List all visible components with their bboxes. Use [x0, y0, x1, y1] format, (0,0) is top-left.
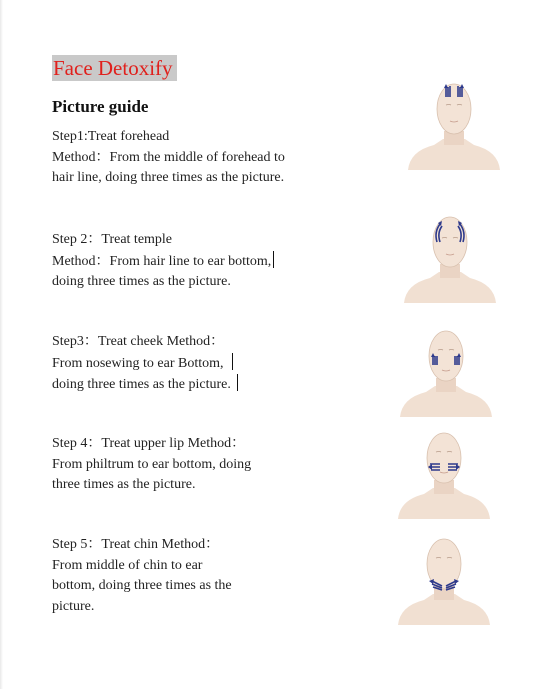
text-cursor	[237, 374, 238, 391]
face-cheek-icon	[400, 322, 492, 417]
step-4-method: From philtrum to ear bottom, doing	[52, 456, 252, 472]
step-4-text	[52, 434, 382, 496]
text-cursor	[232, 353, 233, 370]
face-forehead-icon	[408, 75, 500, 170]
step-1-text	[52, 127, 382, 189]
step-3-method: From nosewing to ear Bottom,	[52, 355, 224, 371]
step-5-method-cont: bottom, doing three times as the	[52, 578, 232, 593]
step-1-method-cont: hair line, doing three times as the picture.	[52, 170, 285, 185]
face-chin-icon	[398, 530, 490, 625]
step-5-method-end: picture.	[52, 598, 95, 614]
step-4-title: Step 4：Treat upper lip Method：	[52, 436, 246, 451]
picture-guide-heading: Picture guide	[52, 97, 149, 116]
step-2-method-cont: doing three times as the picture.	[52, 274, 231, 289]
step-3-method-line	[52, 353, 382, 375]
text-cursor	[273, 251, 274, 268]
step-3-text	[52, 332, 382, 396]
face-temple-icon	[404, 208, 496, 303]
step-5-title: Step 5：Treat chin Method：	[52, 537, 220, 552]
face-upper-lip-icon	[398, 424, 490, 519]
step-2-title: Step 2：Treat temple	[52, 232, 173, 247]
step-3-method-cont: doing three times as the picture.	[52, 377, 231, 392]
page-edge	[0, 0, 3, 689]
step-2-method-line	[52, 251, 382, 273]
step-2-method: Method：From hair line to ear bottom,	[52, 253, 272, 269]
step-3-method-cont-line	[52, 374, 382, 396]
step-4-method-cont: three times as the picture.	[52, 477, 196, 492]
step-5-text	[52, 535, 382, 617]
page-title: Face Detoxify	[52, 55, 177, 81]
step-1-title: Step1:Treat forehead	[52, 129, 170, 144]
step-1-method: Method：From the middle of forehead to	[52, 149, 285, 165]
step-5-method: From middle of chin to ear	[52, 557, 203, 573]
step-3-title: Step3：Treat cheek Method：	[52, 334, 225, 349]
step-2-text	[52, 230, 382, 293]
